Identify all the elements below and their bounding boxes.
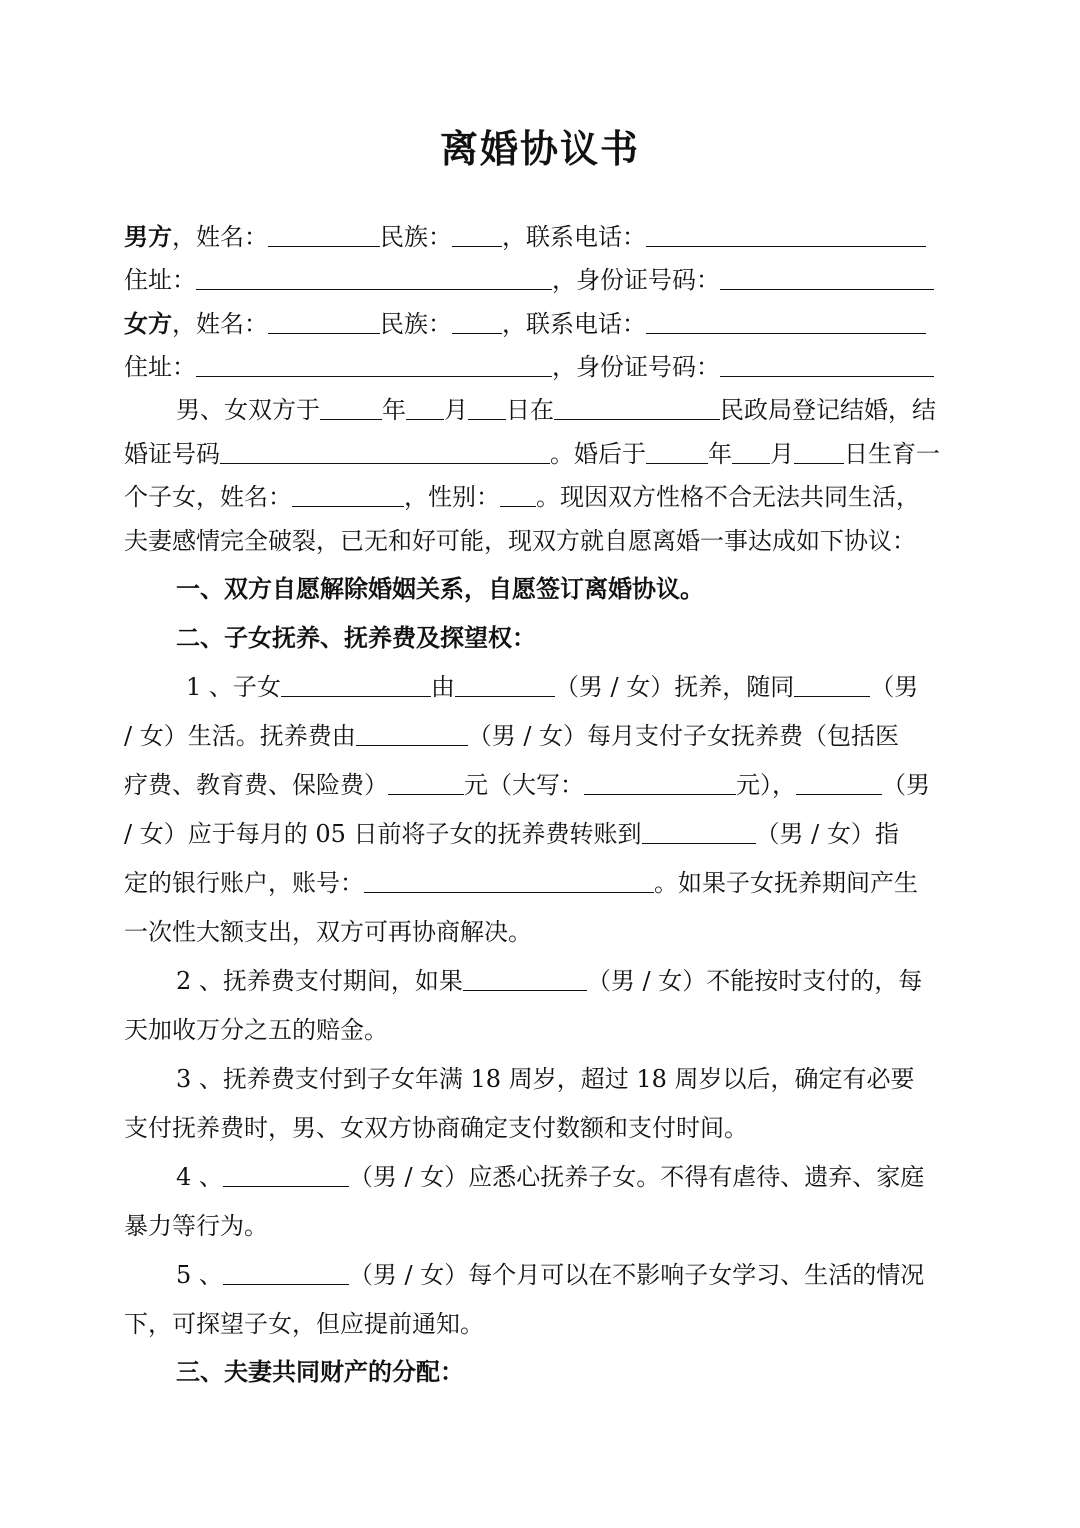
section-1-heading: 一、双方自愿解除婚姻关系，自愿签订离婚协议。: [176, 574, 704, 603]
clause-3-line-2: 支付抚养费时，男、女双方协商确定支付数额和支付时间。: [124, 1114, 748, 1142]
clause-3-line-1: 3 、抚养费支付到子女年满 18 周岁，超过 18 周岁以后，确定有必要: [176, 1065, 915, 1093]
clause-1-line-4: [124, 818, 899, 850]
text: 。如果子女抚养期间产生: [654, 869, 918, 897]
male-name-field[interactable]: [268, 222, 380, 247]
text: 民政局登记结婚，结: [720, 396, 936, 424]
text: （男 / 女）抚养，随同: [554, 673, 795, 701]
text: （男 / 女）指: [755, 820, 899, 848]
agreement-intro-line: [124, 525, 916, 557]
text: 年: [382, 396, 406, 424]
clause-4-line-1: [176, 1161, 924, 1193]
child-line: [124, 481, 920, 513]
text: 2 、抚养费支付期间，如果: [176, 967, 463, 995]
address-label: 住址：: [124, 353, 196, 381]
female-id-field[interactable]: [720, 352, 934, 377]
name-label: ，姓名：: [172, 310, 268, 338]
text: 个子女，姓名：: [124, 483, 292, 511]
section-3-heading: 三、夫妻共同财产的分配：: [176, 1357, 464, 1386]
section-2-heading: 二、子女抚养、抚养费及探望权：: [176, 623, 536, 652]
female-address-field[interactable]: [196, 352, 552, 377]
text: ，性别：: [404, 483, 500, 511]
payer-field[interactable]: [356, 721, 468, 746]
text: 男、女双方于: [176, 396, 320, 424]
caregiver-field[interactable]: [223, 1162, 349, 1187]
custodian-field[interactable]: [455, 672, 555, 697]
clause-2-line-1: [176, 965, 922, 997]
text: 定的银行账户，账号：: [124, 869, 364, 897]
id-label: ，身份证号码：: [552, 353, 720, 381]
phone-label: ，联系电话：: [502, 310, 646, 338]
text: 。现因双方性格不合无法共同生活，: [536, 483, 920, 511]
male-id-field[interactable]: [720, 265, 934, 290]
text: （男 / 女）每月支付子女抚养费（包括医: [467, 722, 900, 750]
text: 元（大写：: [464, 771, 584, 799]
phone-label: ，联系电话：: [502, 223, 646, 251]
text: 日生育一: [844, 440, 940, 468]
marriage-year-field[interactable]: [320, 395, 382, 420]
birth-year-field[interactable]: [646, 439, 708, 464]
female-label: 女方: [124, 309, 172, 338]
birth-month-field[interactable]: [732, 439, 770, 464]
visitor-field[interactable]: [223, 1260, 349, 1285]
text: （男 / 女）每个月可以在不影响子女学习、生活的情况: [348, 1261, 925, 1289]
text: 5 、: [176, 1261, 223, 1289]
text: 婚证号码: [124, 440, 220, 468]
child-field[interactable]: [281, 672, 431, 697]
text: 年: [708, 440, 732, 468]
male-ethnic-field[interactable]: [452, 222, 502, 247]
text: （男 / 女）应悉心抚养子女。不得有虐待、遗弃、家庭: [348, 1163, 925, 1191]
text: 月: [444, 396, 468, 424]
cert-line: [124, 438, 940, 470]
address-label: 住址：: [124, 266, 196, 294]
text: 月: [770, 440, 794, 468]
marriage-day-field[interactable]: [468, 395, 506, 420]
text: 由: [430, 673, 455, 701]
marriage-line: [176, 394, 936, 426]
male-info-line: [124, 221, 926, 253]
text: 。婚后于: [550, 440, 646, 468]
text: 1 、子女: [186, 673, 281, 701]
text: （男 / 女）不能按时支付的，每: [586, 967, 923, 995]
bureau-field[interactable]: [554, 395, 720, 420]
text: 日在: [506, 396, 554, 424]
marriage-month-field[interactable]: [406, 395, 444, 420]
clause-1-line-5: [124, 867, 918, 899]
ethnic-label: 民族：: [380, 223, 452, 251]
text: / 女）生活。抚养费由: [124, 722, 356, 750]
account-number-field[interactable]: [364, 868, 654, 893]
birth-day-field[interactable]: [794, 439, 844, 464]
male-label: 男方: [124, 222, 172, 251]
male-address-field[interactable]: [196, 265, 552, 290]
cert-number-field[interactable]: [220, 439, 550, 464]
name-label: ，姓名：: [172, 223, 268, 251]
text: / 女）应于每月的 05 日前将子女的抚养费转账到: [124, 820, 642, 848]
clause-1-line-6: 一次性大额支出，双方可再协商解决。: [124, 918, 532, 946]
clause-1-line-2: [124, 720, 899, 752]
female-info-line: [124, 308, 926, 340]
child-name-field[interactable]: [292, 482, 404, 507]
document-title: 离婚协议书: [439, 126, 640, 171]
female-ethnic-field[interactable]: [452, 309, 502, 334]
text: 元），: [736, 771, 796, 799]
recipient-field[interactable]: [642, 819, 756, 844]
late-payer-field[interactable]: [463, 966, 587, 991]
text: 夫妻感情完全破裂，已无和好可能，现双方就自愿离婚一事达成如下协议：: [124, 527, 916, 555]
clause-4-line-2: 暴力等行为。: [124, 1212, 268, 1240]
female-phone-field[interactable]: [646, 309, 926, 334]
clause-5-line-2: 下，可探望子女，但应提前通知。: [124, 1310, 484, 1338]
male-phone-field[interactable]: [646, 222, 926, 247]
text: （男: [882, 771, 930, 799]
amount-field[interactable]: [388, 770, 464, 795]
id-label: ，身份证号码：: [552, 266, 720, 294]
amount-words-field[interactable]: [584, 770, 736, 795]
clause-1-line-1: [186, 671, 918, 703]
text: 疗费、教育费、保险费）: [124, 771, 388, 799]
clause-5-line-1: [176, 1259, 924, 1291]
female-name-field[interactable]: [268, 309, 380, 334]
text: 4 、: [176, 1163, 223, 1191]
female-address-line: [124, 351, 934, 383]
clause-1-line-3: [124, 769, 930, 801]
ethnic-label: 民族：: [380, 310, 452, 338]
text: （男: [870, 673, 919, 701]
clause-2-line-2: 天加收万分之五的赔金。: [124, 1016, 388, 1044]
transfer-payer-field[interactable]: [796, 770, 882, 795]
live-with-field[interactable]: [794, 672, 870, 697]
male-address-line: [124, 264, 934, 296]
child-gender-field[interactable]: [500, 482, 536, 507]
